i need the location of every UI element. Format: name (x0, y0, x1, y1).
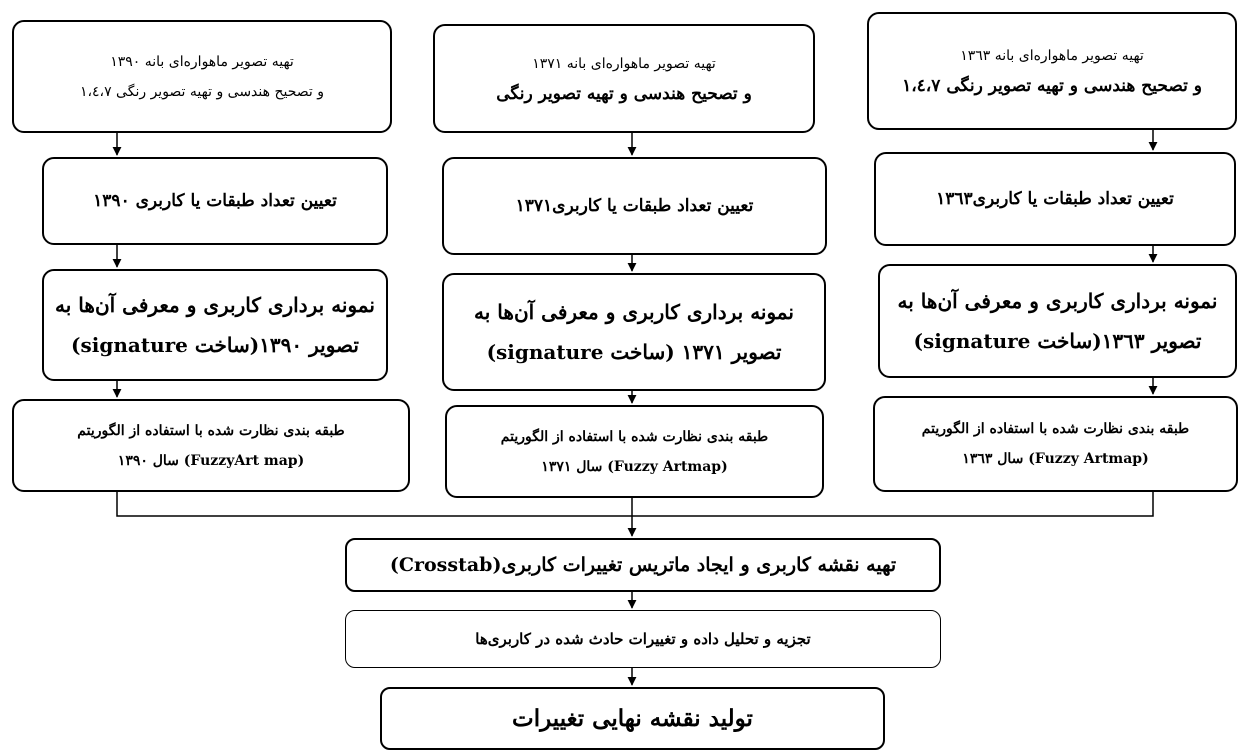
left-image-line-2: و تصحیح هندسی و تهیه تصویر رنگی ۱،٤،۷ (80, 83, 325, 100)
analysis-text: تجزیه و تحلیل داده و تغییرات حادث شده در کاربری‌ها (475, 630, 811, 648)
final-box (380, 687, 885, 750)
middle-sampling-line-1: نمونه برداری کاربری و معرفی آن‌ها به (474, 300, 794, 324)
right-image-box (867, 12, 1237, 130)
right-sampling-line-1: نمونه برداری کاربری و معرفی آن‌ها به (897, 289, 1218, 313)
left-sampling-line-2: تصویر ۱۳۹۰(ساخت signature) (71, 333, 359, 357)
crosstab-box (345, 538, 941, 592)
middle-classes-text: تعیین تعداد طبقات یا کاربری۱۳۷۱ (515, 196, 754, 216)
right-sampling-line-2: تصویر ۱۳٦۳(ساخت signature) (913, 329, 1202, 353)
left-sampling-line-1: نمونه برداری کاربری و معرفی آن‌ها به (55, 293, 375, 317)
analysis-box (345, 610, 941, 668)
middle-classify-box (445, 405, 824, 498)
left-classify-box (12, 399, 410, 492)
left-classify-line-1: طبقه بندی نظارت شده با استفاده از الگوریتم (77, 422, 345, 439)
middle-sampling-line-2: تصویر ۱۳۷۱ (ساخت signature) (486, 340, 782, 364)
left-image-line-1: تهیه تصویر ماهواره‌ای بانه ۱۳۹۰ (110, 53, 294, 70)
right-classify-line-1: طبقه بندی نظارت شده با استفاده از الگوریتم (921, 421, 1190, 437)
middle-image-box (433, 24, 815, 133)
left-classes-text: تعیین تعداد طبقات یا کاربری ۱۳۹۰ (93, 191, 337, 211)
middle-image-line-2: و تصحیح هندسی و تهیه تصویر رنگی (496, 83, 752, 104)
crosstab-text: تهیه نقشه کاربری و ایجاد ماتریس تغییرات کاربری(Crosstab) (389, 554, 897, 576)
left-sampling-box (42, 269, 388, 381)
right-sampling-box (878, 264, 1237, 378)
left-image-box (12, 20, 392, 133)
middle-image-line-1: تهیه تصویر ماهواره‌ای بانه ۱۳۷۱ (532, 55, 716, 72)
middle-classes-box (442, 157, 827, 255)
final-text: تولید نقشه نهایی تغییرات (512, 705, 753, 732)
right-classes-text: تعیین تعداد طبقات یا کاربری۱۳٦۳ (936, 189, 1174, 209)
left-classify-line-2: (FuzzyArt map) سال ۱۳۹۰ (117, 452, 305, 469)
middle-classify-line-1: طبقه بندی نظارت شده با استفاده از الگوریتم (500, 428, 769, 445)
right-image-line-1: تهیه تصویر ماهواره‌ای بانه ۱۳٦۳ (960, 48, 1144, 64)
middle-classify-line-2: (Fuzzy Artmap) سال ۱۳۷۱ (541, 458, 728, 475)
left-classes-box (42, 157, 388, 245)
right-image-line-2: و تصحیح هندسی و تهیه تصویر رنگی ۱،٤،۷ (902, 76, 1202, 96)
middle-sampling-box (442, 273, 826, 391)
right-classes-box (874, 152, 1236, 246)
right-classify-box (873, 396, 1238, 492)
right-classify-line-2: (Fuzzy Artmap) سال ۱۳٦۳ (962, 451, 1149, 467)
